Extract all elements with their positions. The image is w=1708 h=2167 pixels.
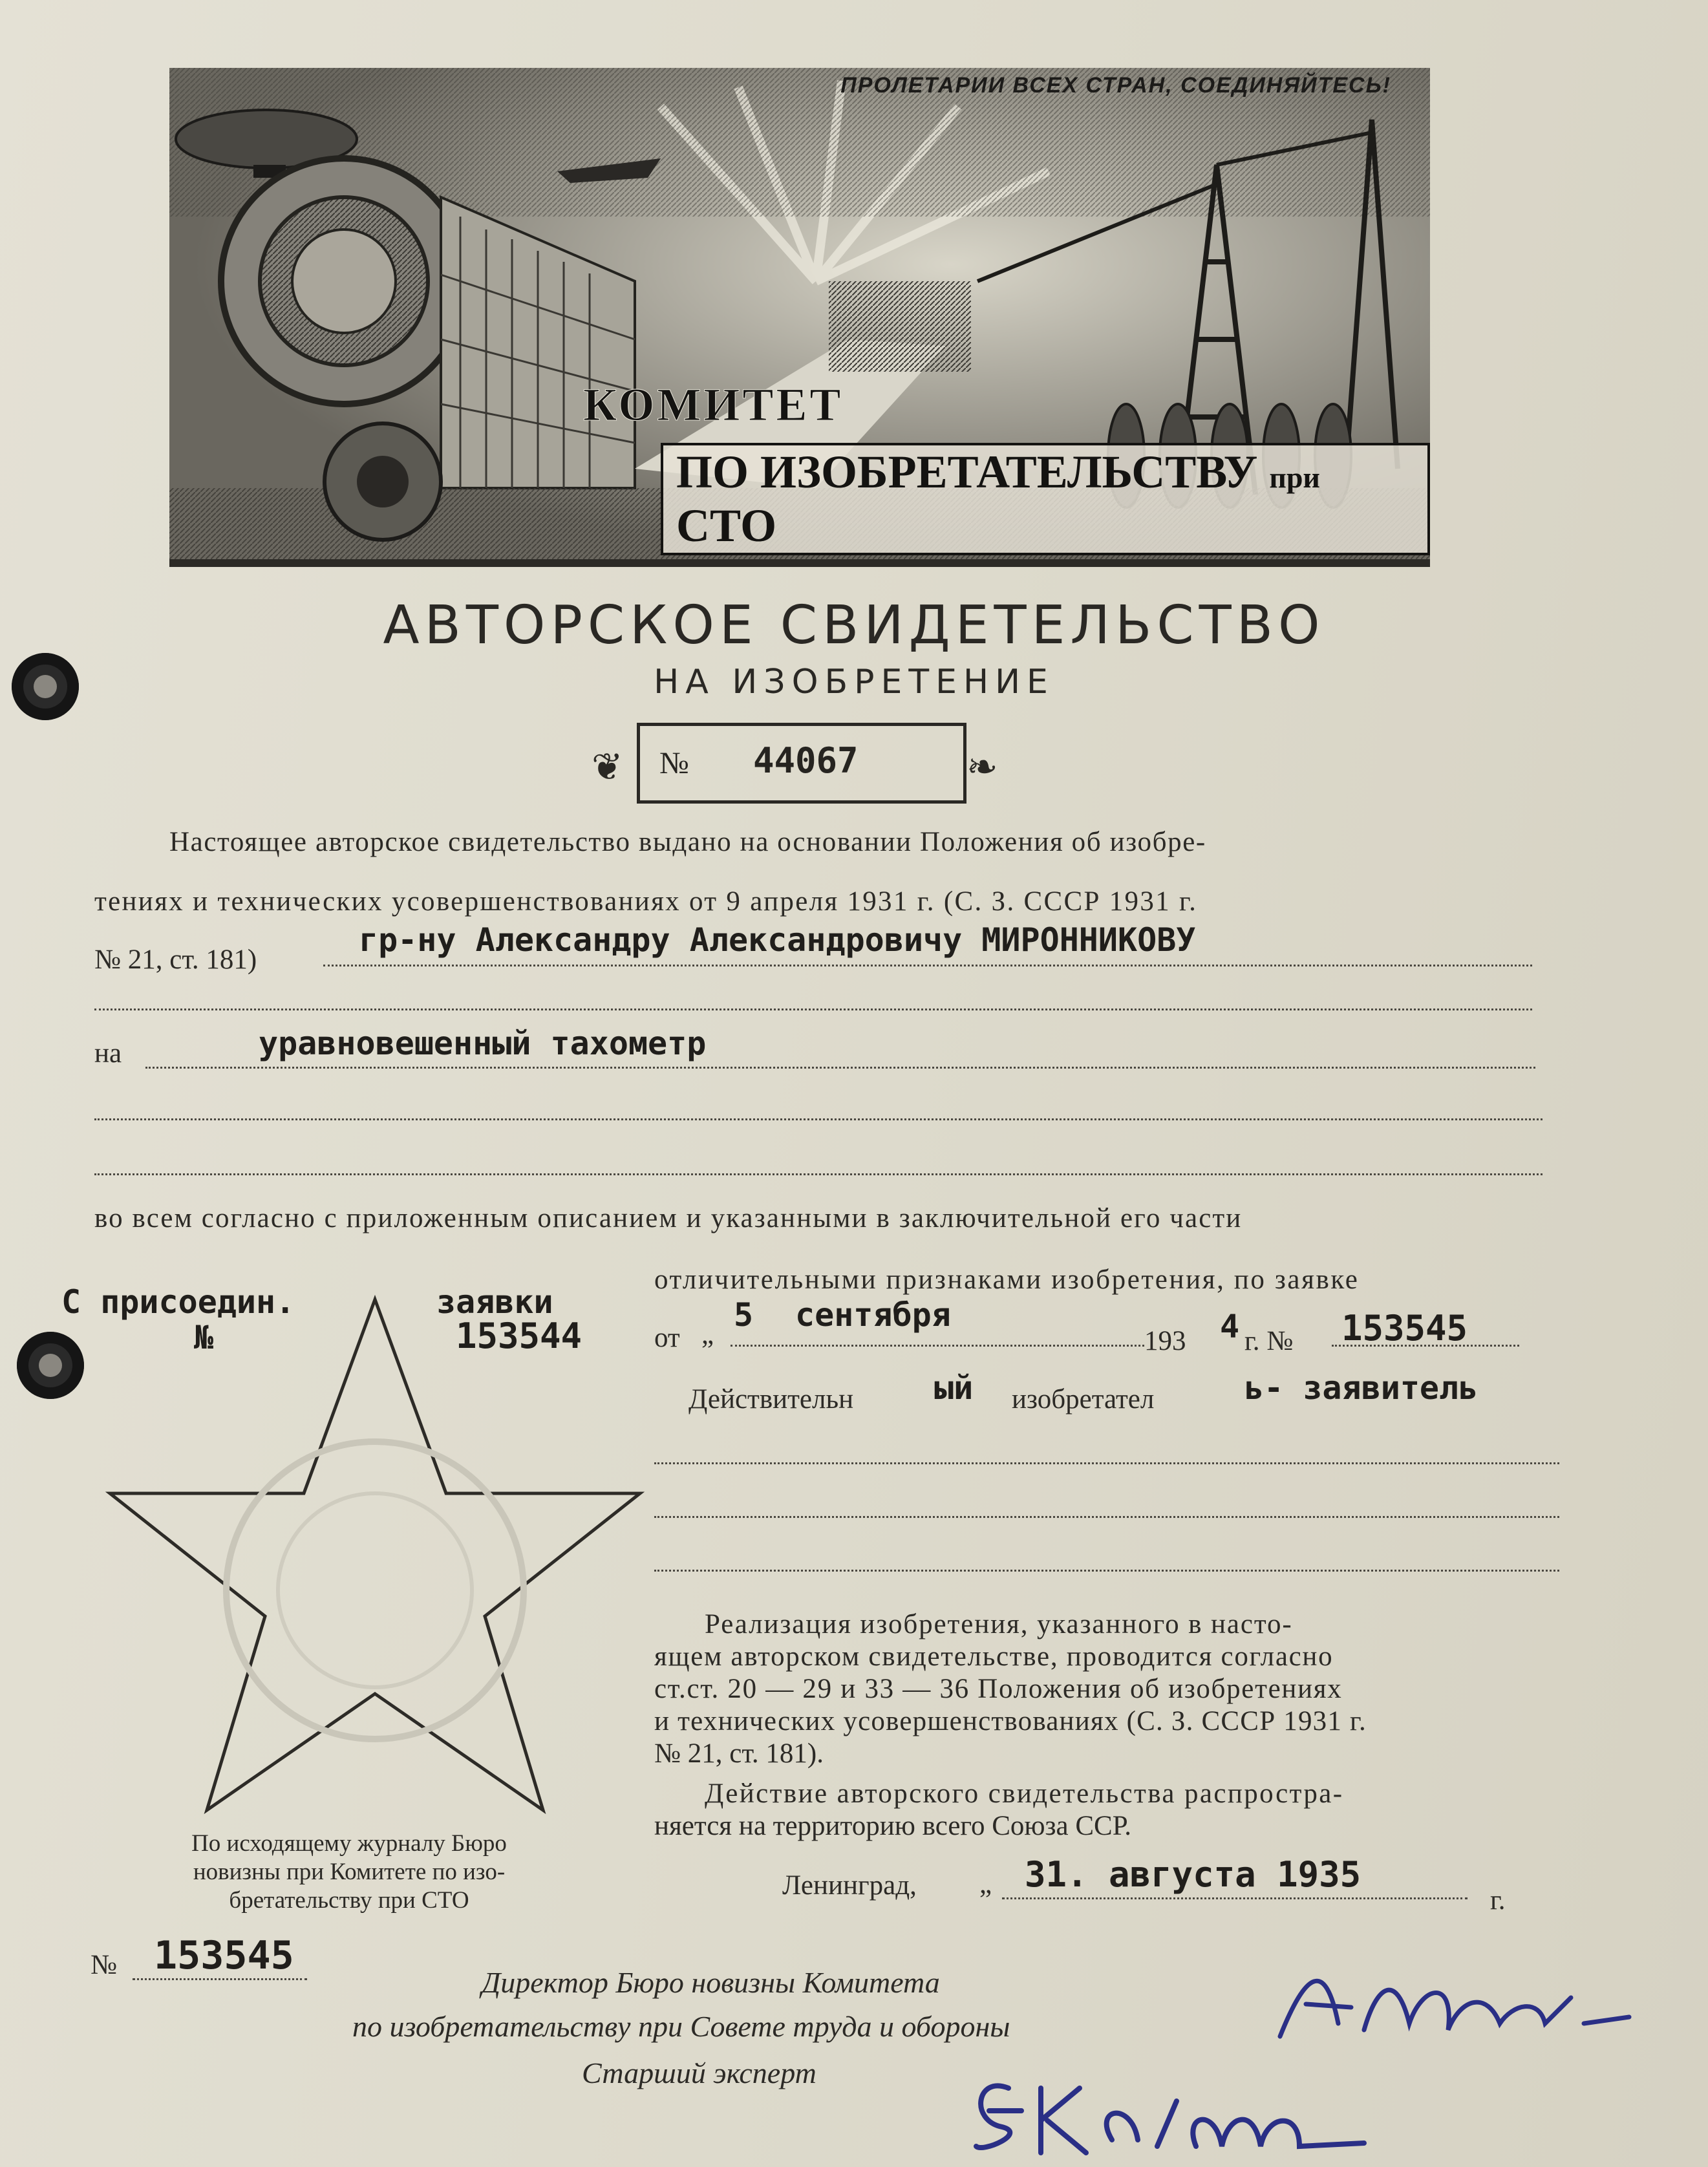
g-no-label: г. № — [1244, 1326, 1294, 1356]
date-rule — [731, 1345, 1144, 1347]
director-title-1: Директор Бюро новизны Комитета — [482, 1966, 940, 1999]
banner-motto: ПРОЛЕТАРИИ ВСЕХ СТРАН, СОЕДИНЯЙТЕСЬ! — [840, 73, 1391, 98]
director-title-2: по изобретательству при Совете труда и обороны — [352, 2010, 1010, 2043]
application-number: 153545 — [1341, 1308, 1468, 1349]
city-label: Ленинград, — [782, 1870, 917, 1901]
date-quote-open: „ — [979, 1869, 992, 1899]
director-signature — [1267, 1946, 1655, 2062]
realization-line-7: няется на территорию всего Союза ССР. — [654, 1811, 1131, 1841]
blank-rule-2 — [94, 1118, 1543, 1120]
issue-date-rule — [1002, 1897, 1468, 1899]
blank-rule-3 — [94, 1173, 1543, 1175]
inventor-role: ь- заявитель — [1244, 1369, 1478, 1407]
application-month: сентября — [795, 1296, 951, 1334]
journal-rule — [133, 1978, 307, 1980]
invention-name: уравновешенный тахометр — [259, 1025, 707, 1062]
body-line-5: отличительными признаками изобретения, по заявке — [654, 1265, 1360, 1295]
recipient-name: гр-ну Александру Александровичу МИРОННИКОВУ — [359, 921, 1196, 959]
certificate-number: 44067 — [753, 740, 859, 781]
year-suffix: 4 — [1220, 1308, 1240, 1345]
blank-rule-4 — [654, 1462, 1559, 1464]
realization-line-3: ст.ст. 20 — 29 и 33 — 36 Положения об изобретениях — [654, 1674, 1343, 1704]
banner-committee-line2: ПО ИЗОБРЕТАТЕЛЬСТВУ — [676, 446, 1258, 498]
realization-line-4: и технических усовершенствованиях (С. З. СССР 1931 г. — [654, 1706, 1367, 1736]
banner-sto: СТО — [676, 500, 777, 551]
journal-no-sign: № — [91, 1950, 118, 1980]
banner-pri: при — [1269, 461, 1320, 494]
blank-rule-6 — [654, 1570, 1559, 1572]
invention-rule — [145, 1067, 1535, 1069]
header-banner — [169, 68, 1430, 567]
star-seal-icon — [97, 1293, 653, 1836]
deistv-ending: ый — [934, 1369, 974, 1407]
banner-committee-subtitle — [661, 443, 1430, 555]
realization-line-1: Реализация изобретения, указанного в насто- — [705, 1609, 1293, 1639]
journal-line-1: По исходящему журналу Бюро — [191, 1830, 507, 1857]
blank-rule-1 — [94, 1009, 1532, 1010]
attached-application-number: 153544 — [456, 1316, 582, 1356]
deistv-label: Действительн — [689, 1384, 854, 1414]
issue-date: 31. августа 1935 — [1025, 1854, 1361, 1895]
attach-label-zayavki: заявки — [436, 1283, 553, 1321]
quote-open: „ — [701, 1319, 714, 1350]
appno-rule — [1332, 1345, 1519, 1347]
expert-title: Старший эксперт — [582, 2056, 817, 2089]
punch-hole-bottom — [17, 1332, 84, 1399]
application-day: 5 — [734, 1296, 754, 1334]
journal-line-3: бретательству при СТО — [229, 1887, 469, 1914]
certificate-subtitle: НА ИЗОБРЕТЕНИЕ — [654, 663, 1054, 701]
body-line-4: во всем согласно с приложенным описанием и указанными в заключительной его части — [94, 1203, 1243, 1233]
journal-note — [116, 1830, 582, 1915]
attach-no-sign: № — [194, 1319, 214, 1356]
number-sign: № — [659, 746, 689, 780]
ornament-right-icon: ❧ — [966, 746, 998, 788]
ot-label: от — [654, 1323, 680, 1353]
banner-committee: КОМИТЕТ — [583, 379, 844, 431]
certificate-number-box — [637, 723, 966, 804]
realization-line-2: ящем авторском свидетельстве, проводится согласно — [654, 1641, 1334, 1672]
attach-label: С присоедин. — [61, 1283, 295, 1321]
realization-line-6: Действие авторского свидетельства распростра- — [705, 1778, 1344, 1809]
na-label: на — [94, 1038, 122, 1069]
journal-line-2: новизны при Комитете по изо- — [193, 1859, 506, 1885]
recipient-rule — [323, 965, 1532, 966]
expert-signature — [963, 2049, 1377, 2166]
journal-number: 153545 — [154, 1933, 294, 1978]
year-prefix: 193 — [1144, 1326, 1186, 1356]
issue-date-g: г. — [1490, 1885, 1506, 1916]
blank-rule-5 — [654, 1516, 1559, 1518]
body-line-2: тениях и технических усовершенствованиях от 9 апреля 1931 г. (С. З. СССР 1931 г. — [94, 886, 1198, 917]
izobr-label: изобретател — [1012, 1384, 1155, 1414]
body-line-1: Настоящее авторское свидетельство выдано на основании Положения об изобре- — [169, 827, 1206, 857]
ornament-left-icon: ❦ — [592, 746, 623, 788]
realization-line-5: № 21, ст. 181). — [654, 1738, 824, 1769]
certificate-title: АВТОРСКОЕ СВИДЕТЕЛЬСТВО — [383, 595, 1325, 656]
body-line-3: № 21, ст. 181) — [94, 945, 257, 975]
